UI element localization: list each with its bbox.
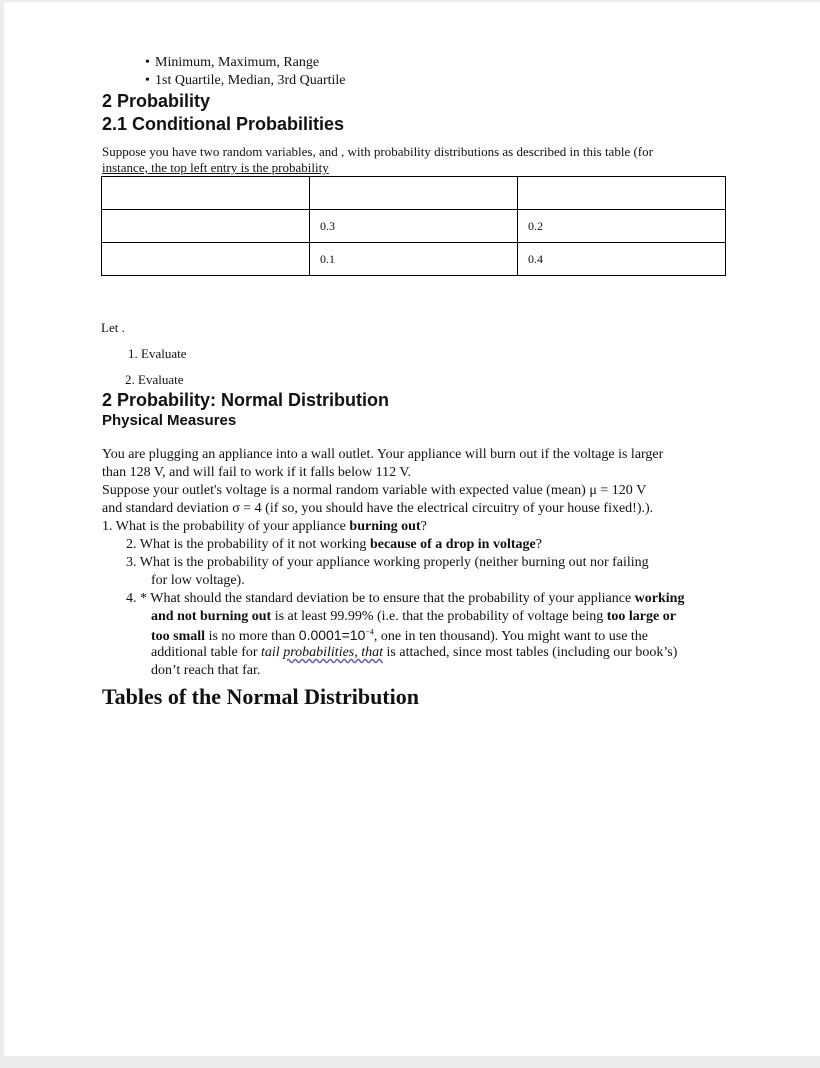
tables-heading: Tables of the Normal Distribution: [102, 684, 419, 709]
document-page: [4, 2, 820, 1056]
question-4-line: [151, 609, 676, 625]
question-text: ?: [535, 537, 542, 552]
table-cell: [102, 177, 310, 210]
intro-paragraph-line: Suppose you have two random variables, and , with probability distributions as described in this table (for: [102, 144, 653, 159]
question-4: [126, 591, 684, 607]
section-heading: 2 Probability: Normal Distribution: [102, 390, 390, 410]
question-4-line: [151, 645, 677, 661]
paragraph-line: You are plugging an appliance into a wall outlet. Your appliance will burn out if the voltage is larger: [102, 447, 664, 462]
table-cell: [309, 177, 517, 210]
question-4-line: don’t reach that far.: [151, 663, 261, 678]
table-row: [102, 243, 726, 276]
let-text: Let .: [101, 320, 125, 335]
bullet-item: [155, 73, 346, 89]
question-emphasis: too large or: [606, 609, 676, 624]
question-text: additional table for: [151, 645, 262, 660]
paragraph-line: and standard deviation σ = 4 (if so, you should have the electrical circuitry of your house fixed!).).: [102, 501, 654, 516]
question-text: 1. What is the probability of your appliance: [102, 519, 350, 534]
table-cell: 0.3: [309, 210, 517, 243]
question-text: , one in ten thousand). You might want to use the: [373, 629, 649, 644]
question-1: [102, 519, 427, 535]
evaluate-item: 2. Evaluate: [125, 372, 184, 387]
question-text: is attached, since most tables (including our book’s): [383, 645, 678, 660]
table-cell: 0.4: [517, 243, 725, 276]
question-3-continued: for low voltage).: [151, 573, 245, 588]
intro-paragraph-line: instance, the top left entry is the probability: [102, 160, 329, 175]
table-cell: [102, 210, 310, 243]
table-cell: 0.1: [309, 243, 517, 276]
question-emphasis: too small: [151, 629, 206, 644]
table-cell: [517, 177, 725, 210]
question-emphasis: working: [634, 591, 685, 606]
probability-table: [101, 176, 726, 276]
spellcheck-underlined-text: probabilities, that: [283, 645, 384, 660]
table-row: [102, 210, 726, 243]
question-emphasis: burning out: [349, 519, 421, 534]
table-cell: 0.2: [517, 210, 725, 243]
math-expression: 0.0001=10: [298, 627, 366, 643]
math-exponent: −4: [365, 627, 374, 637]
evaluate-item: 1. Evaluate: [128, 346, 187, 361]
bullet-text: Minimum, Maximum, Range: [155, 55, 320, 70]
table-row: [102, 177, 726, 210]
question-text: ?: [420, 519, 427, 534]
subsection-heading: 2.1 Conditional Probabilities: [102, 114, 345, 134]
question-text: 4. * What should the standard deviation be to ensure that the probability of your appliance: [126, 591, 635, 606]
question-italic: tail: [261, 645, 284, 660]
section-heading: 2 Probability: [102, 91, 211, 111]
subsection-heading: Physical Measures: [102, 412, 237, 429]
question-3: 3. What is the probability of your appliance working properly (neither burning out nor failing: [126, 555, 649, 570]
bullet-text: 1st Quartile, Median, 3rd Quartile: [155, 73, 346, 88]
question-text: is no more than: [205, 629, 299, 644]
question-text: is at least 99.99% (i.e. that the probability of voltage being: [271, 609, 607, 624]
question-4-line: [151, 627, 648, 645]
paragraph-line: Suppose your outlet's voltage is a normal random variable with expected value (mean) μ = 120 V: [102, 483, 647, 498]
question-text: 2. What is the probability of it not working: [126, 537, 370, 552]
question-emphasis: and not burning out: [151, 609, 272, 624]
paragraph-line: than 128 V, and will fail to work if it falls below 112 V.: [102, 465, 412, 480]
table-cell: [102, 243, 310, 276]
question-emphasis: because of a drop in voltage: [369, 537, 536, 552]
question-2: [126, 537, 542, 553]
bullet-item: [155, 55, 319, 71]
